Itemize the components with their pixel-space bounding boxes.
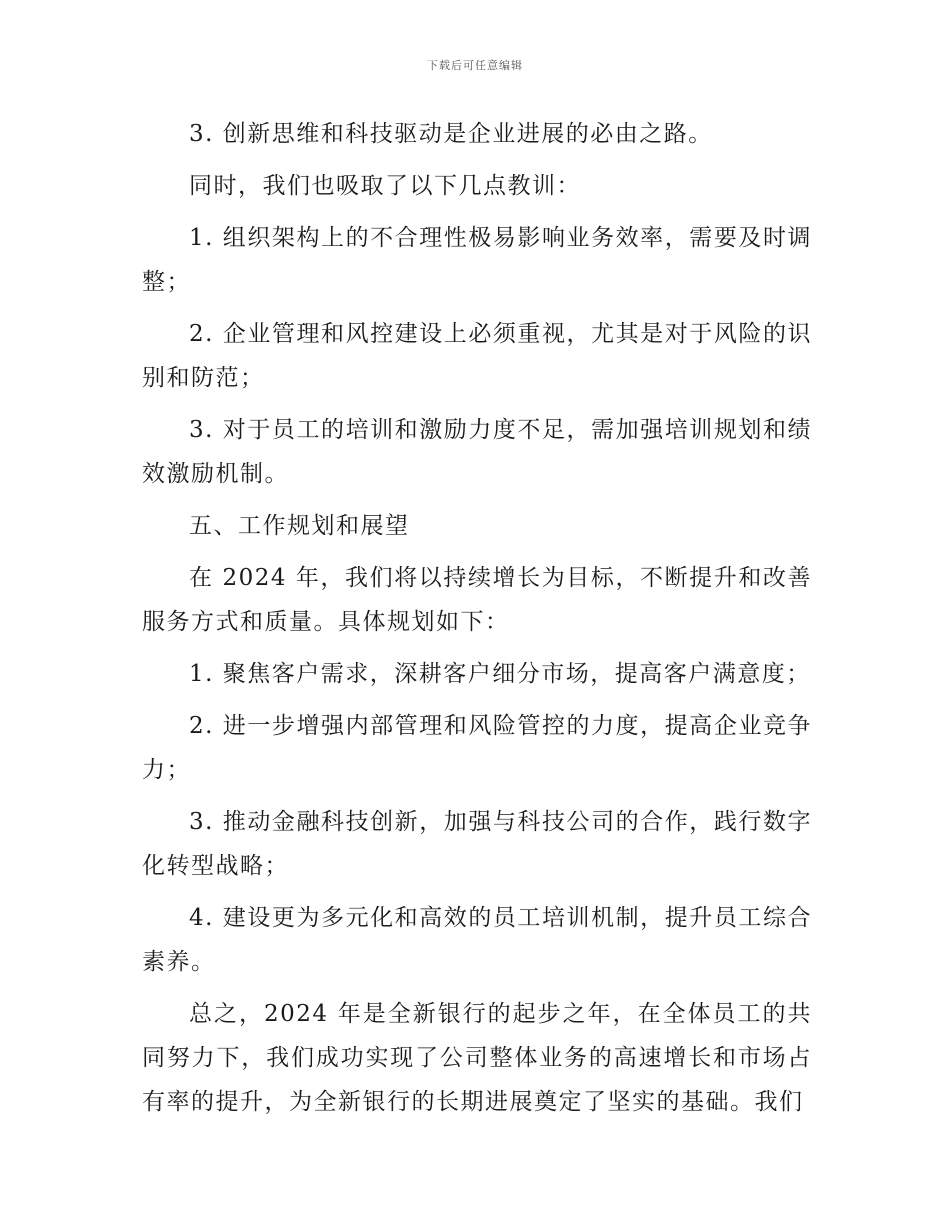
section-heading: 五、工作规划和展望 — [189, 513, 410, 539]
paragraph: 2. 企业管理和风控建设上必须重视，尤其是对于风险的识别和防范； — [142, 321, 812, 391]
paragraph: 2. 进一步增强内部管理和风险管控的力度，提高企业竞争力； — [142, 713, 812, 783]
paragraph: 同时，我们也吸取了以下几点教训： — [189, 173, 581, 199]
paragraph: 4. 建设更为多元化和高效的员工培训机制，提升员工综合素养。 — [142, 905, 812, 975]
paragraph: 总之，2024 年是全新银行的起步之年，在全体员工的共同努力下，我们成功实现了公司整体业务的高速增长和市场占有率的提升，为全新银行的长期进展奠定了坚实的基础。我们 — [142, 1001, 812, 1115]
paragraph: 3. 创新思维和科技驱动是企业进展的必由之路。 — [189, 121, 713, 147]
page-header: 下载后可任意编辑 — [427, 59, 523, 72]
paragraph: 1. 聚焦客户需求，深耕客户细分市场，提高客户满意度； — [189, 661, 811, 687]
paragraph: 1. 组织架构上的不合理性极易影响业务效率，需要及时调整； — [142, 225, 812, 295]
document-body — [142, 112, 812, 1132]
paragraph: 在 2024 年，我们将以持续增长为目标，不断提升和改善服务方式和质量。具体规划如下： — [142, 565, 812, 635]
paragraph: 3. 对于员工的培训和激励力度不足，需加强培训规划和绩效激励机制。 — [142, 417, 812, 487]
paragraph: 3. 推动金融科技创新，加强与科技公司的合作，践行数字化转型战略； — [142, 809, 812, 879]
